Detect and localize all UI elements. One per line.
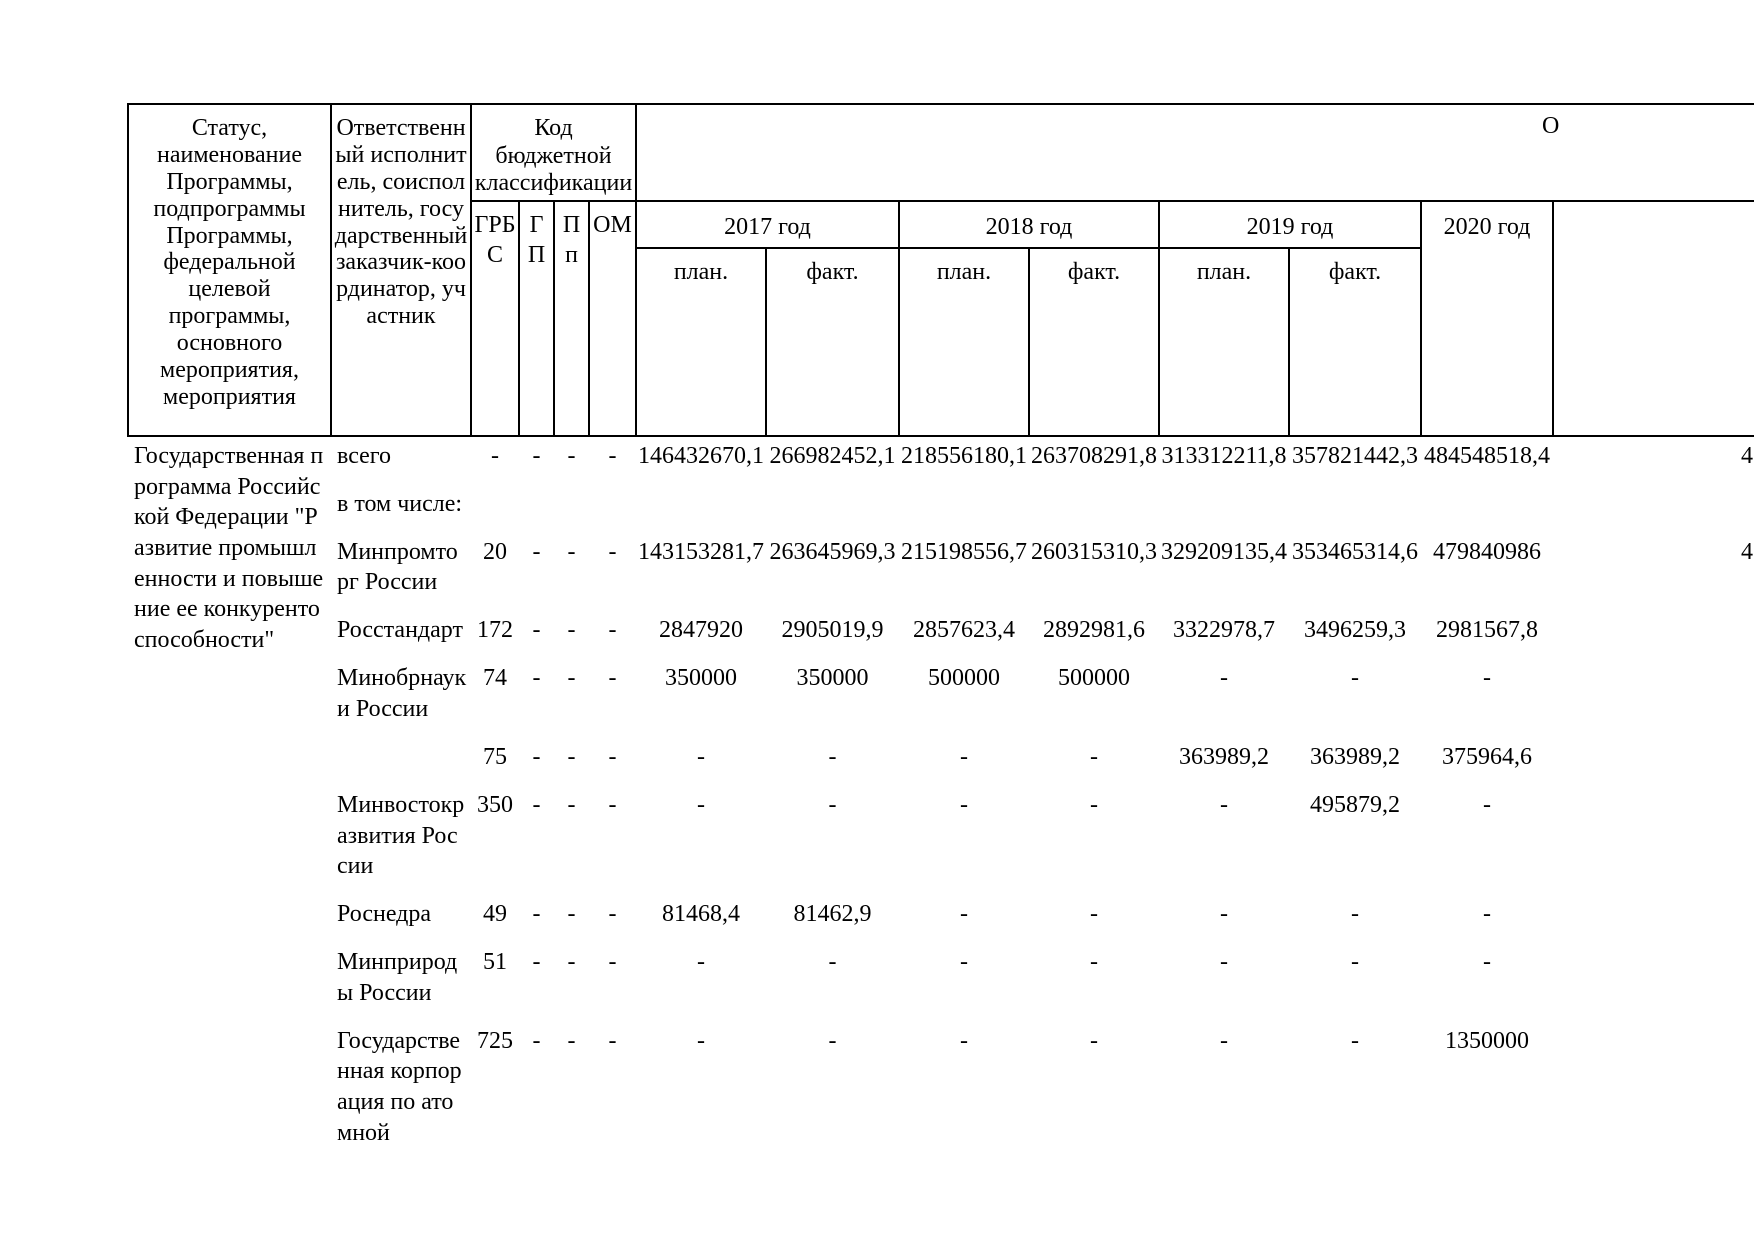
value-cell: 81468,4 (662, 901, 740, 928)
value-cell (899, 485, 1029, 533)
executor-cell: Росстандарт (337, 617, 463, 644)
gp-cell: - (532, 1027, 541, 1054)
value-tail-cell: 4 (1741, 442, 1753, 469)
grbs-cell: 74 (483, 665, 507, 692)
value-cell: 81462,9 (793, 901, 872, 928)
table-row (128, 1022, 1754, 1162)
value-cell: 375964,6 (1442, 743, 1532, 770)
value-cell: - (1483, 949, 1491, 976)
value-cell: - (1483, 665, 1491, 692)
executor-cell: всего (337, 442, 392, 469)
value-cell: - (697, 791, 705, 818)
value-cell: - (1220, 665, 1228, 692)
gp-cell: - (532, 949, 541, 976)
table-row (128, 786, 1754, 895)
om-cell: - (608, 442, 617, 469)
value-cell: 266982452,1 (769, 442, 896, 469)
value-cell: - (1090, 791, 1098, 818)
value-cell: 350000 (665, 665, 737, 692)
table-row (128, 611, 1754, 659)
budget-table (127, 103, 1754, 1162)
pp-cell: - (567, 949, 576, 976)
value-cell: - (1220, 1027, 1228, 1054)
header-2018-fact: факт. (1029, 248, 1159, 436)
grbs-cell: 20 (483, 538, 507, 565)
value-cell: - (1220, 949, 1228, 976)
value-cell: - (1090, 1027, 1098, 1054)
program-title-cell: Государственная программа Российской Федерации "Развитие промышленности и повышение ее конкурентоспособности" (134, 442, 324, 654)
executor-cell: в том числе: (337, 490, 463, 517)
pp-cell (554, 485, 589, 533)
value-tail-cell (1553, 943, 1754, 1021)
value-cell: - (1351, 1027, 1359, 1054)
om-cell: - (608, 665, 617, 692)
value-cell: 218556180,1 (901, 442, 1027, 469)
executor-cell: Государственная корпорация по атомной (337, 1027, 462, 1146)
pp-cell: - (567, 617, 576, 644)
value-cell: - (1090, 743, 1098, 770)
om-cell: - (608, 791, 617, 818)
gp-cell: - (532, 617, 541, 644)
pp-cell: - (567, 538, 576, 565)
gp-cell (519, 485, 554, 533)
table-row (128, 895, 1754, 943)
grbs-cell: 350 (477, 791, 513, 818)
value-cell: - (1351, 949, 1359, 976)
value-cell: 363989,2 (1179, 743, 1269, 770)
value-cell: 2847920 (659, 617, 743, 644)
value-cell: - (960, 743, 968, 770)
value-cell: - (697, 743, 705, 770)
value-cell: - (960, 1027, 968, 1054)
value-cell: - (1220, 791, 1228, 818)
header-2019-fact: факт. (1289, 248, 1421, 436)
header-budget-code: Код бюджетной классификации (471, 104, 636, 201)
value-cell: - (1351, 665, 1359, 692)
grbs-cell: 172 (477, 617, 513, 644)
pp-cell: - (567, 1027, 576, 1054)
value-cell: 2905019,9 (781, 617, 884, 644)
header-om: ОМ (589, 201, 636, 436)
om-cell: - (608, 949, 617, 976)
header-2017-plan: план. (636, 248, 766, 436)
value-tail-cell (1553, 1022, 1754, 1162)
value-tail-cell (1553, 485, 1754, 533)
value-tail-cell (1553, 611, 1754, 659)
value-cell: 484548518,4 (1424, 442, 1550, 469)
value-cell: 479840986 (1433, 538, 1541, 565)
pp-cell: - (567, 743, 576, 770)
header-2019-plan: план. (1159, 248, 1289, 436)
table-row (128, 485, 1754, 533)
value-cell (766, 485, 899, 533)
gp-cell: - (532, 743, 541, 770)
om-cell: - (608, 1027, 617, 1054)
table-row (128, 943, 1754, 1021)
header-executor-column: Ответственный исполнитель, соисполнитель, государственный заказчик-координатор, участник (331, 104, 471, 436)
table-row (128, 436, 1754, 485)
gp-cell: - (532, 665, 541, 692)
table-header (128, 104, 1754, 436)
table-row (128, 738, 1754, 786)
value-cell (636, 485, 766, 533)
value-cell: - (828, 949, 837, 976)
gp-cell: - (532, 442, 541, 469)
value-cell: 495879,2 (1310, 791, 1400, 818)
header-row-1 (128, 104, 1754, 201)
pp-cell: - (567, 901, 576, 928)
header-2018-plan: план. (899, 248, 1029, 436)
header-year-2018: 2018 год (899, 201, 1159, 248)
value-cell: - (1483, 901, 1491, 928)
pp-cell: - (567, 665, 576, 692)
executor-cell: Роснедра (337, 901, 432, 928)
value-cell: - (960, 901, 968, 928)
om-cell: - (608, 617, 617, 644)
value-cell: - (960, 791, 968, 818)
value-cell: 263708291,8 (1031, 442, 1157, 469)
value-cell: 500000 (928, 665, 1000, 692)
header-gp: ГП (519, 201, 554, 436)
value-tail-cell (1553, 895, 1754, 943)
om-cell (589, 485, 636, 533)
value-cell: 146432670,1 (638, 442, 764, 469)
value-cell: - (697, 1027, 705, 1054)
om-cell: - (608, 538, 617, 565)
value-cell: - (1351, 901, 1359, 928)
table-body (128, 436, 1754, 1162)
value-cell: 260315310,3 (1031, 538, 1157, 565)
value-cell: - (828, 743, 837, 770)
value-cell: - (1090, 949, 1098, 976)
gp-cell: - (532, 791, 541, 818)
value-cell (1029, 485, 1159, 533)
om-cell: - (608, 743, 617, 770)
grbs-cell: 51 (483, 949, 507, 976)
table-row (128, 659, 1754, 737)
value-tail-cell (1553, 738, 1754, 786)
header-status-column: Статус, наименование Программы, подпрограммы Программы, федеральной целевой программы, основного мероприятия, мероприятия (128, 104, 331, 436)
header-year-2017: 2017 год (636, 201, 899, 248)
table-row (128, 533, 1754, 611)
executor-cell: Минприроды России (337, 949, 458, 1006)
grbs-cell: 75 (483, 743, 507, 770)
value-cell: 350000 (796, 665, 869, 692)
value-cell: 3322978,7 (1173, 617, 1275, 644)
om-cell: - (608, 901, 617, 928)
value-cell: 1350000 (1445, 1027, 1529, 1054)
value-cell: - (697, 949, 705, 976)
grbs-cell: 725 (477, 1027, 513, 1054)
value-cell: - (1090, 901, 1098, 928)
value-cell: 2857623,4 (913, 617, 1015, 644)
value-cell (1421, 485, 1553, 533)
value-tail-cell (1553, 786, 1754, 895)
value-cell: 215198556,7 (901, 538, 1027, 565)
grbs-cell: - (491, 442, 499, 469)
value-cell: - (1483, 791, 1491, 818)
grbs-cell: 49 (483, 901, 507, 928)
value-tail-cell (1553, 659, 1754, 737)
value-cell: - (828, 1027, 837, 1054)
gp-cell: - (532, 538, 541, 565)
value-cell: - (960, 949, 968, 976)
value-cell: - (828, 791, 837, 818)
value-cell (1159, 485, 1289, 533)
value-cell: - (1220, 901, 1228, 928)
value-cell: 500000 (1058, 665, 1130, 692)
value-cell: 143153281,7 (638, 538, 764, 565)
pp-cell: - (567, 442, 576, 469)
value-cell: 263645969,3 (769, 538, 896, 565)
grbs-cell (471, 485, 519, 533)
pp-cell: - (567, 791, 576, 818)
executor-cell: Минобрнауки России (337, 665, 467, 723)
header-grbs: ГРБС (471, 201, 519, 436)
header-pp: Пп (554, 201, 589, 436)
header-truncated-column (1553, 201, 1754, 436)
header-2017-fact: факт. (766, 248, 899, 436)
value-cell: 3496259,3 (1304, 617, 1406, 644)
value-cell: 363989,2 (1310, 743, 1400, 770)
header-year-2019: 2019 год (1159, 201, 1421, 248)
value-cell: 357821442,3 (1292, 442, 1418, 469)
value-cell: 329209135,4 (1161, 538, 1287, 565)
value-cell (1289, 485, 1421, 533)
gp-cell: - (532, 901, 541, 928)
executor-cell: Минпромторг России (337, 538, 458, 596)
executor-cell (331, 738, 471, 786)
value-cell: 353465314,6 (1292, 538, 1418, 565)
header-year-2020: 2020 год (1421, 201, 1553, 436)
value-cell: 2981567,8 (1436, 617, 1538, 644)
header-volume: О (636, 104, 1754, 201)
value-cell: 313312211,8 (1161, 442, 1287, 469)
executor-cell: Минвостокразвития России (337, 791, 465, 880)
value-cell: 2892981,6 (1043, 617, 1145, 644)
value-tail-cell: 4 (1741, 538, 1753, 565)
